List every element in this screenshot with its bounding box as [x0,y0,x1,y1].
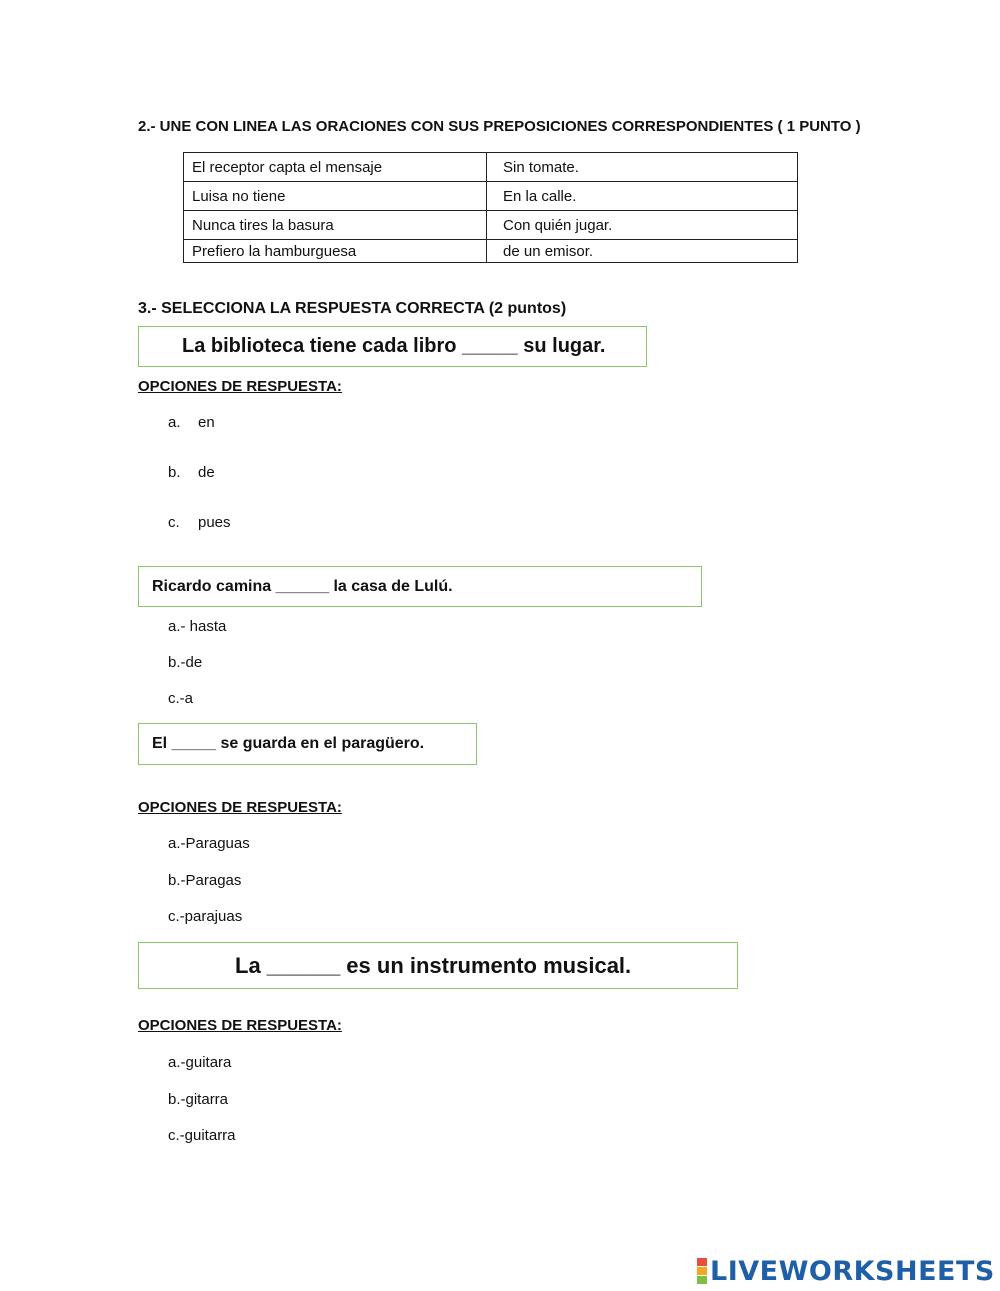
preposition-cell[interactable]: Sin tomate. [487,153,798,182]
matching-table [183,152,798,263]
logo-block [697,1258,707,1266]
sentence-cell[interactable]: El receptor capta el mensaje [184,153,487,182]
option-b[interactable] [168,464,215,481]
options-heading: OPCIONES DE RESPUESTA: [138,1017,342,1034]
option-b[interactable]: b.-de [168,654,203,671]
option-letter: b. [168,464,181,481]
question-4-box [138,942,738,989]
table-row [184,182,798,211]
option-text: de [198,464,215,481]
options-heading: OPCIONES DE RESPUESTA: [138,378,342,395]
sentence-cell[interactable]: Nunca tires la basura [184,211,487,240]
option-letter: c. [168,514,180,531]
sentence-cell[interactable]: Prefiero la hamburguesa [184,240,487,263]
sentence-cell[interactable]: Luisa no tiene [184,182,487,211]
logo-blocks-icon [697,1258,707,1285]
preposition-cell[interactable]: En la calle. [487,182,798,211]
option-a[interactable]: a.- hasta [168,618,227,635]
liveworksheets-logo [697,1256,995,1286]
section-2-title: 2.- UNE CON LINEA LAS ORACIONES CON SUS PREPOSICIONES CORRESPONDIENTES ( 1 PUNTO ) [138,118,861,135]
options-heading: OPCIONES DE RESPUESTA: [138,799,342,816]
option-text: en [198,414,215,431]
option-a[interactable] [168,414,215,431]
option-c[interactable] [168,514,231,531]
option-a[interactable]: a.-Paraguas [168,835,250,852]
option-letter: a. [168,414,181,431]
table-row [184,211,798,240]
question-4-sentence: La ______ es un instrumento musical. [235,952,632,978]
question-1-box [138,326,647,367]
table-row [184,240,798,263]
question-1-sentence: La biblioteca tiene cada libro _____ su lugar. [182,335,606,357]
option-c[interactable]: c.-parajuas [168,908,243,925]
option-c[interactable]: c.-guitarra [168,1127,236,1144]
option-c[interactable]: c.-a [168,690,194,707]
preposition-cell[interactable]: Con quién jugar. [487,211,798,240]
question-3-box [138,723,477,765]
logo-block [697,1276,707,1284]
section-3-title: 3.- SELECCIONA LA RESPUESTA CORRECTA (2 puntos) [138,300,567,317]
preposition-cell[interactable]: de un emisor. [487,240,798,263]
option-text: pues [198,514,231,531]
logo-block [697,1267,707,1275]
option-a[interactable]: a.-guitara [168,1054,232,1071]
option-b[interactable]: b.-gitarra [168,1091,229,1108]
question-2-box [138,566,702,607]
question-3-sentence: El _____ se guarda en el paragüero. [152,735,425,752]
table-row [184,153,798,182]
question-2-sentence: Ricardo camina ______ la casa de Lulú. [152,577,453,595]
option-b[interactable]: b.-Paragas [168,872,242,889]
logo-text: LIVEWORKSHEETS [710,1255,995,1287]
